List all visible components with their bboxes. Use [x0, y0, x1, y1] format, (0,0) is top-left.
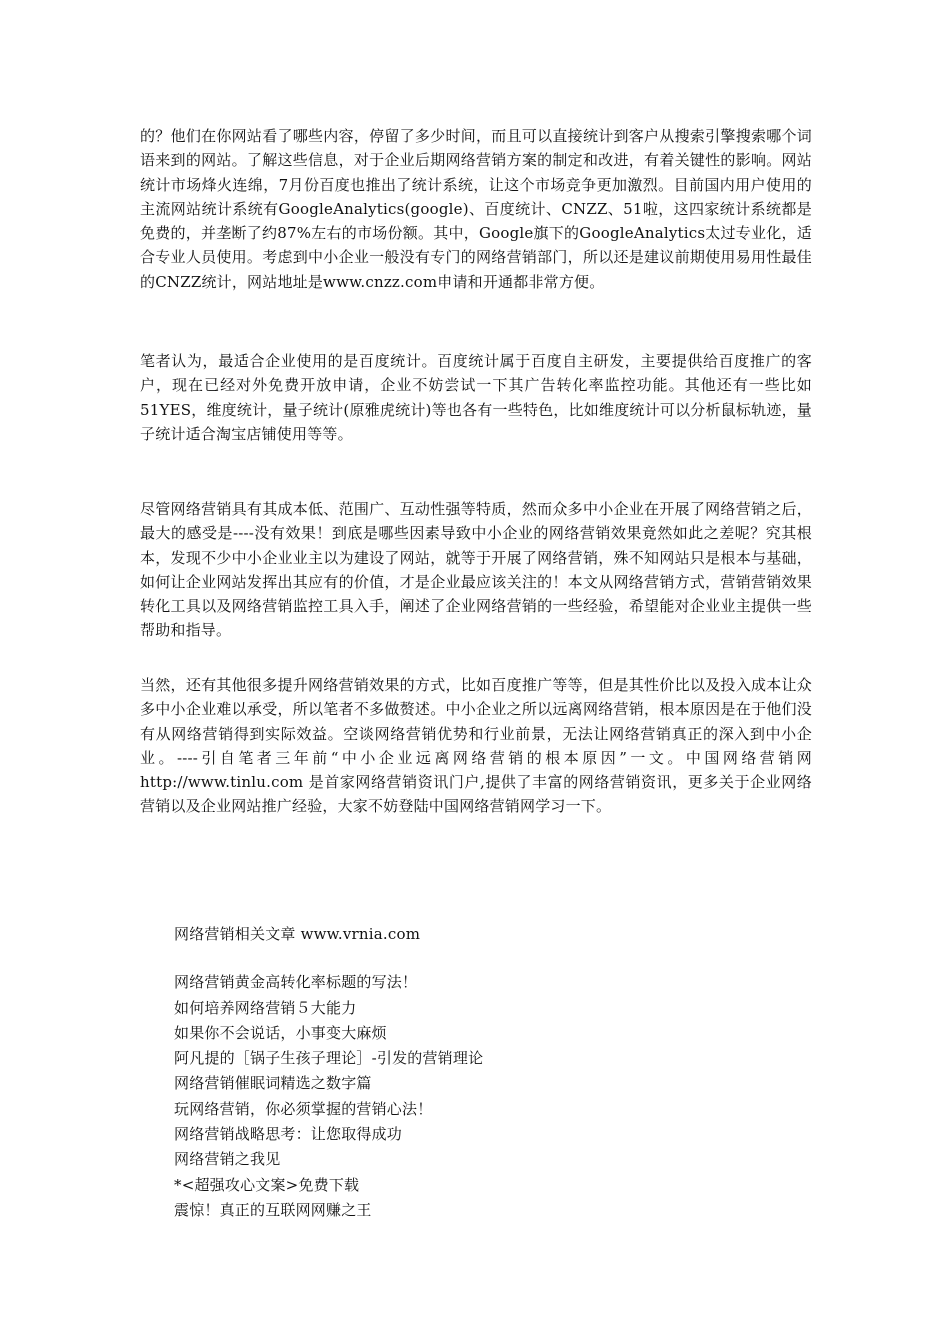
paragraph-sme-marketing-effect: 尽管网络营销具有其成本低、范围广、互动性强等特质，然而众多中小企业在开展了网络营销之后，最大的感受是----没有效果！到底是哪些因素导致中小企业的网络营销效果竟然如此之差呢？究其根本，发现不少中小企业业主以为建设了网站，就等于开展了网络营销，殊不知网站只是根本与基础，如何让企业网站发挥出其应有的价值，才是企业最应该关注的！本文从网络营销方式，营销营销效果转化工具以及网络营销监控工具入手，阐述了企业网络营销的一些经验，希望能对企业业主提供一些帮助和指导。	[140, 500, 812, 640]
list-item[interactable]	[174, 1097, 814, 1122]
related-article-link[interactable]: 阿凡提的［锅子生孩子理论］-引发的营销理论	[174, 1049, 484, 1068]
related-article-link[interactable]: *<超强攻心文案>免费下载	[174, 1175, 360, 1194]
list-item[interactable]	[174, 1071, 814, 1096]
list-item[interactable]	[174, 1173, 814, 1198]
related-article-link[interactable]: 网络营销战略思考：让您取得成功	[174, 1125, 403, 1144]
related-article-link[interactable]: 网络营销催眠词精选之数字篇	[174, 1074, 372, 1093]
related-article-link[interactable]: 网络营销黄金高转化率标题的写法！	[174, 973, 418, 992]
list-item[interactable]	[174, 970, 814, 995]
paragraph-site-statistics: 的？他们在你网站看了哪些内容，停留了多少时间，而且可以直接统计到客户从搜索引擎搜索哪个词语来到的网站。了解这些信息，对于企业后期网络营销方案的制定和改进，有着关键性的影响。网站统计市场烽火连绵，7月份百度也推出了统计系统，让这个市场竞争更加激烈。目前国内用户使用的主流网站统计系统有GoogleAnalytics(google)、百度统计、CNZZ、51啦，这四家统计系统都是免费的，并垄断了约87%左右的市场份额。其中，Google旗下的GoogleAnalytics太过专业化，适合专业人员使用。考虑到中小企业一般没有专门的网络营销部门，所以还是建议前期使用易用性最佳的CNZZ统计，网站地址是www.cnzz.com申请和开通都非常方便。	[140, 127, 812, 291]
list-item[interactable]	[174, 1198, 814, 1223]
related-articles-title: 网络营销相关文章 www.vrnia.com	[174, 925, 421, 943]
list-item[interactable]	[174, 1046, 814, 1071]
related-article-link[interactable]: 如何培养网络营销５大能力	[174, 998, 357, 1017]
paragraph-conclusion: 当然，还有其他很多提升网络营销效果的方式，比如百度推广等等，但是其性价比以及投入成本让众多中小企业难以承受，所以笔者不多做赘述。中小企业之所以远离网络营销，根本原因是在于他们没有从网络营销得到实际效益。空谈网络营销优势和行业前景，无法让网络营销真正的深入到中小企业。----引自笔者三年前“中小企业远离网络营销的根本原因”一文。中国网络营销网 http://www.tinlu.com 是首家网络营销资讯门户,提供了丰富的网络营销资讯，更多关于企业网络营销以及企业网站推广经验，大家不妨登陆中国网络营销网学习一下。	[140, 676, 812, 816]
related-articles	[174, 922, 814, 1223]
list-item[interactable]	[174, 996, 814, 1021]
list-item[interactable]	[174, 1021, 814, 1046]
related-article-link[interactable]: 震惊！真正的互联网网赚之王	[174, 1200, 372, 1219]
related-article-link[interactable]: 网络营销之我见	[174, 1150, 281, 1169]
related-article-link[interactable]: 玩网络营销，你必须掌握的营销心法！	[174, 1099, 433, 1118]
paragraph-baidu-statistics: 笔者认为，最适合企业使用的是百度统计。百度统计属于百度自主研发，主要提供给百度推广的客户，现在已经对外免费开放申请，企业不妨尝试一下其广告转化率监控功能。其他还有一些比如51YES，维度统计，量子统计(原雅虎统计)等也各有一些特色，比如维度统计可以分析鼠标轨迹，量子统计适合淘宝店铺使用等等。	[140, 352, 812, 443]
related-article-link[interactable]: 如果你不会说话，小事变大麻烦	[174, 1023, 387, 1042]
list-item[interactable]	[174, 1147, 814, 1172]
list-item[interactable]	[174, 1122, 814, 1147]
related-articles-list	[174, 970, 814, 1223]
